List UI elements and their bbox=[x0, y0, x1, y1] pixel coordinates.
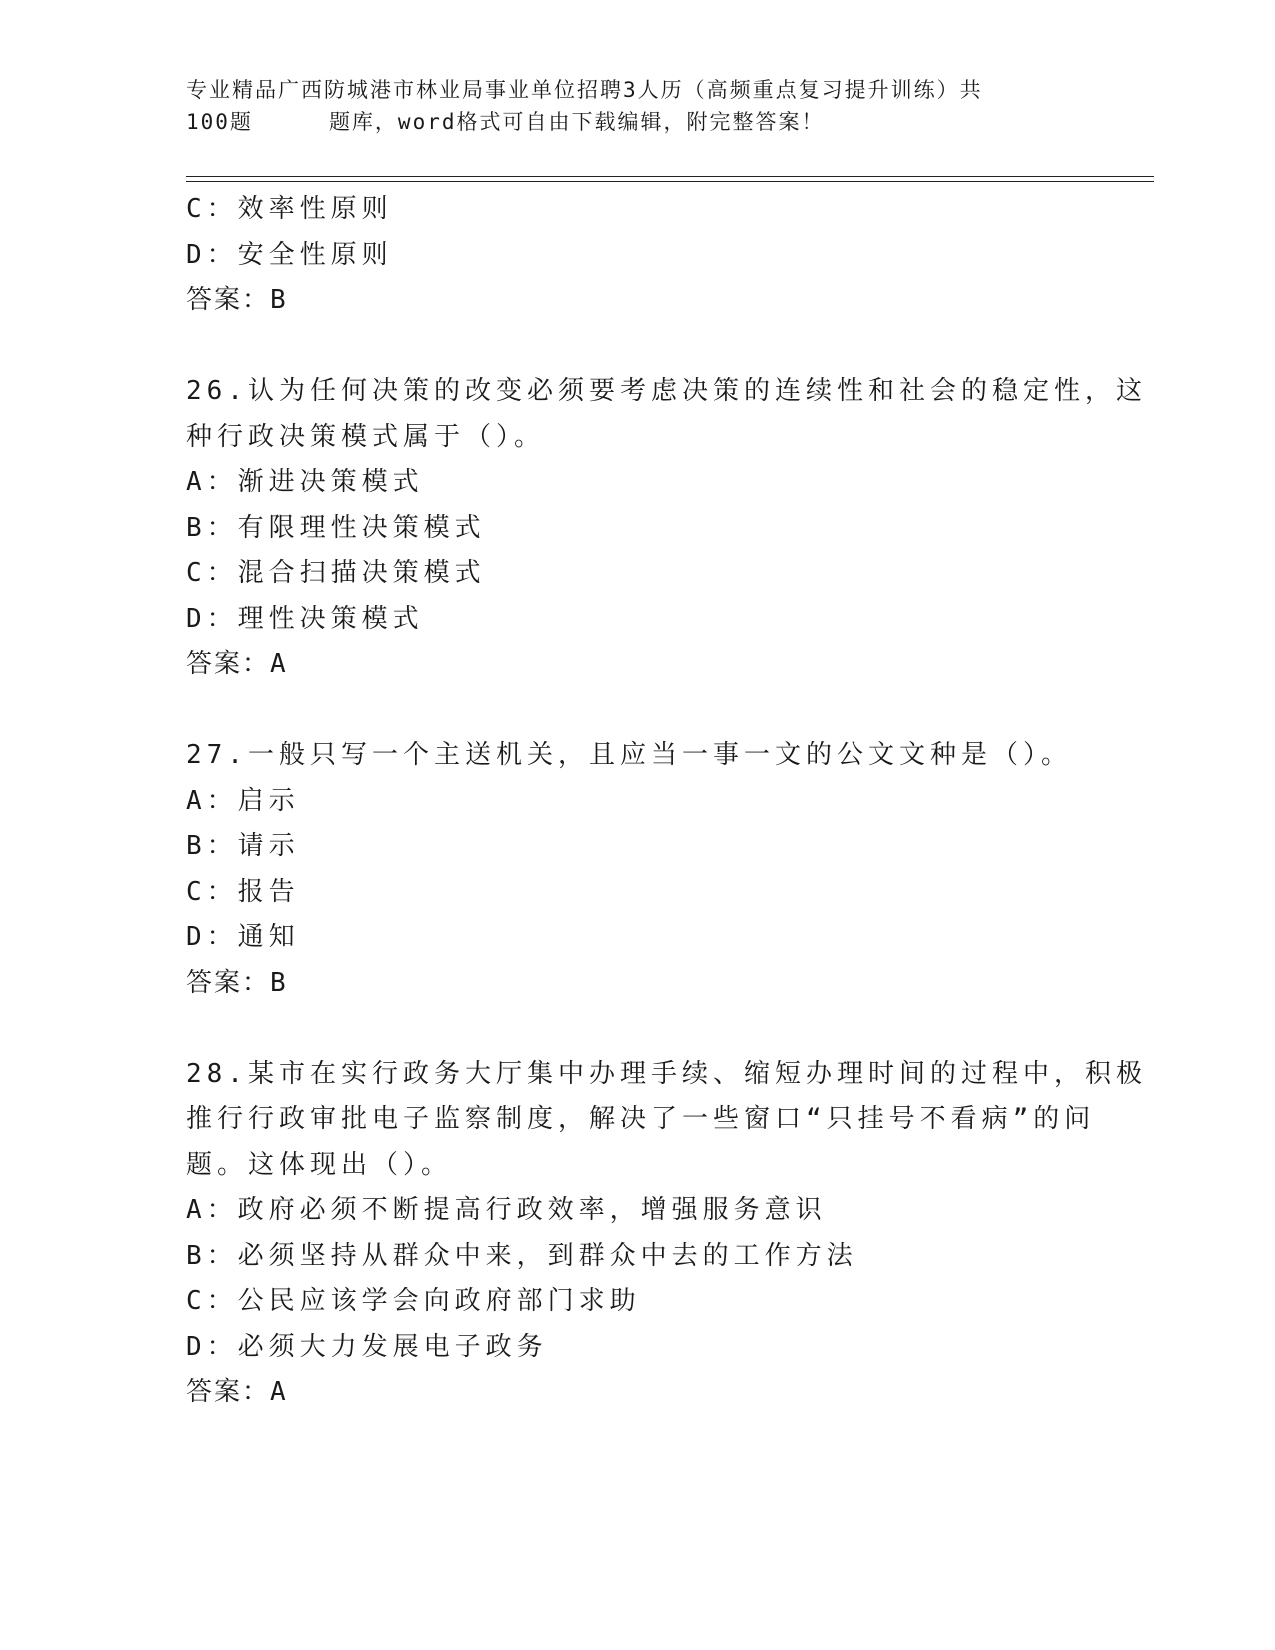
option-a: A：启示 bbox=[186, 785, 300, 816]
option-d: D：必须大力发展电子政务 bbox=[186, 1331, 548, 1362]
header-question-count: 100题 bbox=[186, 110, 253, 134]
header-divider-top bbox=[186, 176, 1154, 177]
answer-value: A bbox=[270, 649, 288, 679]
header-description: 题库，word格式可自由下载编辑，附完整答案！ bbox=[328, 110, 825, 134]
answer-value: B bbox=[270, 967, 288, 998]
option-d: D：通知 bbox=[186, 922, 300, 952]
answer-label: 答案： bbox=[186, 285, 271, 315]
question-stem-line: 28.某市在实行政务大厅集中办理手续、缩短办理时间的过程中，积极 bbox=[186, 1058, 1147, 1089]
option-c: C：报告 bbox=[186, 876, 300, 907]
option-b: B：请示 bbox=[186, 831, 300, 861]
header-divider-bottom bbox=[186, 181, 1154, 182]
header-line-1: 专业精品广西防城港市林业局事业单位招聘3人历（高频重点复习提升训练）共 bbox=[186, 78, 983, 102]
option-a: A：政府必须不断提高行政效率，增强服务意识 bbox=[186, 1195, 827, 1225]
question-stem-line: 27.一般只写一个主送机关，且应当一事一文的公文文种是（）。 bbox=[186, 740, 1072, 770]
option-b: B：有限理性决策模式 bbox=[186, 512, 486, 543]
header-line-2 bbox=[186, 106, 1086, 138]
question-28 bbox=[186, 1052, 1147, 1416]
answer-line bbox=[186, 278, 1066, 324]
answer-line bbox=[186, 961, 1066, 1007]
question-stem-line: 26.认为任何决策的改变必须要考虑决策的连续性和社会的稳定性，这 bbox=[186, 376, 1147, 406]
question-27 bbox=[186, 733, 1072, 1006]
option-a: A：渐进决策模式 bbox=[186, 467, 424, 497]
option-c: C：效率性原则 bbox=[186, 194, 393, 224]
option-c: C：混合扫描决策模式 bbox=[186, 558, 486, 588]
answer-label: 答案： bbox=[186, 967, 271, 998]
question-stem-line: 种行政决策模式属于（）。 bbox=[186, 421, 546, 452]
question-stem-line: 推行行政审批电子监察制度，解决了一些窗口“只挂号不看病”的问 bbox=[186, 1104, 1096, 1134]
answer-label: 答案： bbox=[186, 649, 271, 679]
option-d: D：理性决策模式 bbox=[186, 603, 424, 634]
answer-label: 答案： bbox=[186, 1377, 271, 1407]
option-d: D：安全性原则 bbox=[186, 239, 393, 270]
question-26 bbox=[186, 369, 1147, 688]
answer-line bbox=[186, 642, 1066, 688]
option-c: C：公民应该学会向政府部门求助 bbox=[186, 1286, 641, 1316]
page-header bbox=[186, 74, 1086, 138]
answer-value: B bbox=[270, 285, 288, 315]
answer-line bbox=[186, 1370, 1066, 1416]
question-content bbox=[186, 187, 1147, 1416]
question-stem-line: 题。这体现出（）。 bbox=[186, 1149, 453, 1180]
answer-value: A bbox=[270, 1377, 288, 1407]
question-25 bbox=[186, 187, 1066, 324]
option-b: B：必须坚持从群众中来，到群众中去的工作方法 bbox=[186, 1240, 858, 1271]
